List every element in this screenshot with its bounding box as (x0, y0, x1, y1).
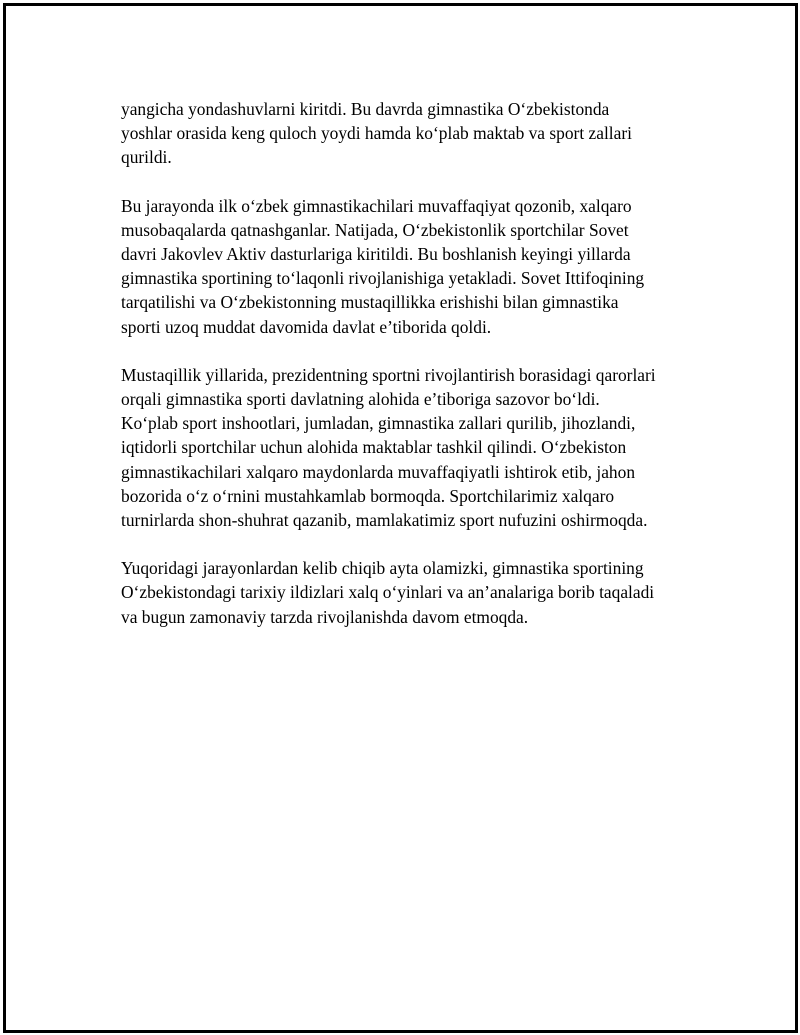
text-line: iqtidorli sportchilar uchun alohida maktablar tashkil qilindi. O‘zbekiston (121, 437, 627, 458)
text-line: Yuqoridagi jarayonlardan kelib chiqib ayta olamizki, gimnastika sportining (121, 558, 644, 579)
text-line: gimnastikachilari xalqaro maydonlarda muvaffaqiyatli ishtirok etib, jahon (121, 461, 636, 482)
paragraph-3 (121, 363, 701, 532)
text-line: gimnastika sportining to‘laqonli rivojlanishiga yetakladi. Sovet Ittifoqining (121, 268, 645, 289)
text-line: qurildi. (121, 147, 172, 168)
text-line: Mustaqillik yillarida, prezidentning sportni rivojlantirish borasidagi qarorlari (121, 364, 656, 385)
paragraph-1 (121, 97, 701, 170)
document-body (121, 97, 701, 653)
text-line: davri Jakovlev Aktiv dasturlariga kiritildi. Bu boshlanish keyingi yillarda (121, 244, 631, 265)
text-line: yoshlar orasida keng quloch yoydi hamda ko‘plab maktab va sport zallari (121, 123, 632, 144)
text-line: bozorida o‘z o‘rnini mustahkamlab bormoqda. Sportchilarimiz xalqaro (121, 485, 615, 506)
text-line: sporti uzoq muddat davomida davlat e’tiborida qoldi. (121, 316, 492, 337)
page (3, 3, 798, 1033)
text-line: tarqatilishi va O‘zbekistonning mustaqillikka erishishi bilan gimnastika (121, 292, 619, 313)
text-line: yangicha yondashuvlarni kiritdi. Bu davrda gimnastika O‘zbekistonda (121, 99, 610, 119)
paragraph-2 (121, 194, 701, 339)
text-line: O‘zbekistondagi tarixiy ildizlari xalq o‘yinlari va an’analariga borib taqaladi (121, 582, 655, 603)
text-line: Ko‘plab sport inshootlari, jumladan, gimnastika zallari qurilib, jihozlandi, (121, 413, 636, 434)
paragraph-4 (121, 556, 701, 629)
text-line: turnirlarda shon-shuhrat qazanib, mamlakatimiz sport nufuzini oshirmoqda. (121, 510, 648, 531)
text-line: orqali gimnastika sporti davlatning alohida e’tiboriga sazovor bo‘ldi. (121, 389, 600, 410)
text-line: musobaqalarda qatnashganlar. Natijada, O‘zbekistonlik sportchilar Sovet (121, 219, 629, 240)
text-line: va bugun zamonaviy tarzda rivojlanishda davom etmoqda. (121, 606, 529, 627)
text-line: Bu jarayonda ilk o‘zbek gimnastikachilari muvaffaqiyat qozonib, xalqaro (121, 195, 632, 216)
